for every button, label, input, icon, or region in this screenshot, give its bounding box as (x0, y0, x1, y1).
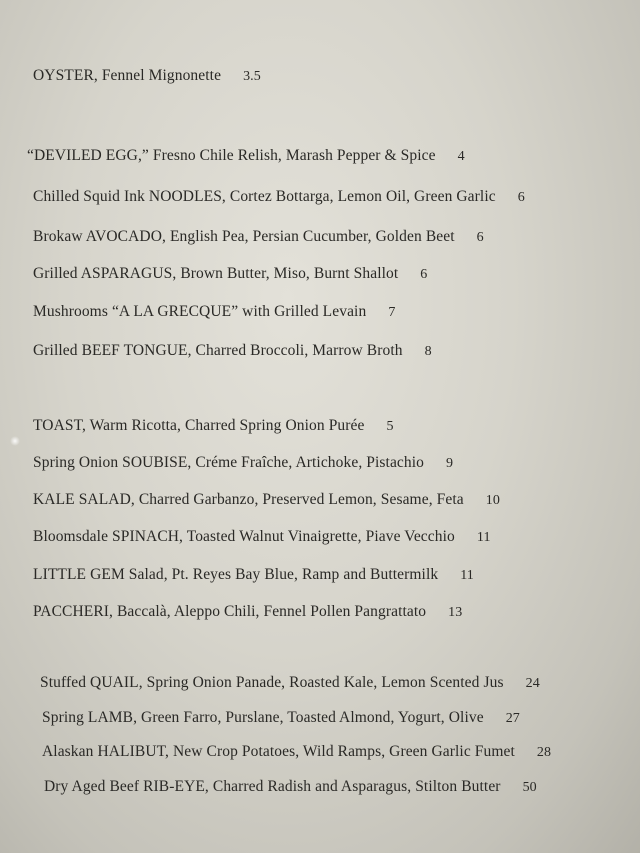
menu-item (33, 66, 261, 87)
menu-item-price: 8 (424, 344, 432, 359)
menu-item-price: 3.5 (243, 69, 261, 84)
menu-item (42, 708, 520, 729)
menu-item-description: KALE SALAD, Charred Garbanzo, Preserved Lemon, Sesame, Feta (33, 491, 464, 508)
menu-item (27, 146, 465, 167)
menu-item-price: 6 (517, 190, 525, 205)
menu-item-price: 11 (460, 568, 474, 583)
menu-item (33, 341, 432, 362)
menu-item-description: Spring LAMB, Green Farro, Purslane, Toasted Almond, Yogurt, Olive (42, 709, 484, 726)
menu-item-price: 50 (522, 780, 537, 795)
menu-item (33, 227, 484, 248)
menu-item (33, 187, 525, 208)
menu-item-description: Stuffed QUAIL, Spring Onion Panade, Roasted Kale, Lemon Scented Jus (40, 674, 504, 691)
menu-item-description: Chilled Squid Ink NOODLES, Cortez Bottarga, Lemon Oil, Green Garlic (33, 188, 496, 205)
menu-item-price: 9 (446, 456, 454, 471)
menu-item (33, 302, 395, 323)
menu-item (33, 416, 394, 437)
menu-item-description: Spring Onion SOUBISE, Créme Fraîche, Artichoke, Pistachio (33, 454, 425, 471)
menu-item-description: Alaskan HALIBUT, New Crop Potatoes, Wild Ramps, Green Garlic Fumet (42, 743, 515, 760)
menu-item-price: 10 (485, 493, 500, 508)
menu-item-description: LITTLE GEM Salad, Pt. Reyes Bay Blue, Ramp and Buttermilk (33, 566, 439, 583)
menu-item-price: 13 (448, 605, 463, 620)
menu-item-description: “DEVILED EGG,” Fresno Chile Relish, Marash Pepper & Spice (27, 147, 436, 164)
menu-item-description: Brokaw AVOCADO, English Pea, Persian Cucumber, Golden Beet (33, 228, 455, 245)
menu-item (40, 673, 540, 694)
menu-item-price: 11 (476, 530, 491, 545)
light-glare (10, 436, 20, 446)
menu-item-price: 24 (525, 676, 540, 691)
menu-item-price: 28 (536, 745, 552, 760)
menu-item-description: Grilled ASPARAGUS, Brown Butter, Miso, Burnt Shallot (33, 265, 399, 282)
menu-item-description: Mushrooms “A LA GRECQUE” with Grilled Levain (33, 303, 367, 320)
menu-item-description: PACCHERI, Baccalà, Aleppo Chili, Fennel Pollen Pangrattato (33, 603, 427, 620)
menu-item (33, 602, 462, 623)
menu-item (33, 264, 427, 285)
menu-item-description: OYSTER, Fennel Mignonette (33, 67, 222, 84)
menu-item-description: Dry Aged Beef RIB-EYE, Charred Radish and Asparagus, Stilton Butter (44, 778, 501, 795)
menu-item-price: 4 (457, 149, 465, 164)
menu-item (42, 742, 551, 763)
menu-item-description: TOAST, Warm Ricotta, Charred Spring Onion Purée (33, 417, 365, 434)
menu-item-price: 27 (505, 711, 520, 726)
menu-item (44, 777, 537, 798)
menu-item-description: Bloomsdale SPINACH, Toasted Walnut Vinaigrette, Piave Vecchio (33, 528, 455, 545)
menu-item-price: 6 (476, 230, 484, 245)
menu-item-description: Grilled BEEF TONGUE, Charred Broccoli, Marrow Broth (33, 342, 403, 359)
menu-item (33, 490, 500, 511)
menu-item (33, 453, 453, 474)
menu-item (33, 527, 491, 548)
menu-item (33, 565, 474, 586)
menu-item-price: 5 (386, 419, 394, 434)
menu-item-price: 6 (420, 267, 428, 282)
menu-item-price: 7 (388, 305, 396, 320)
